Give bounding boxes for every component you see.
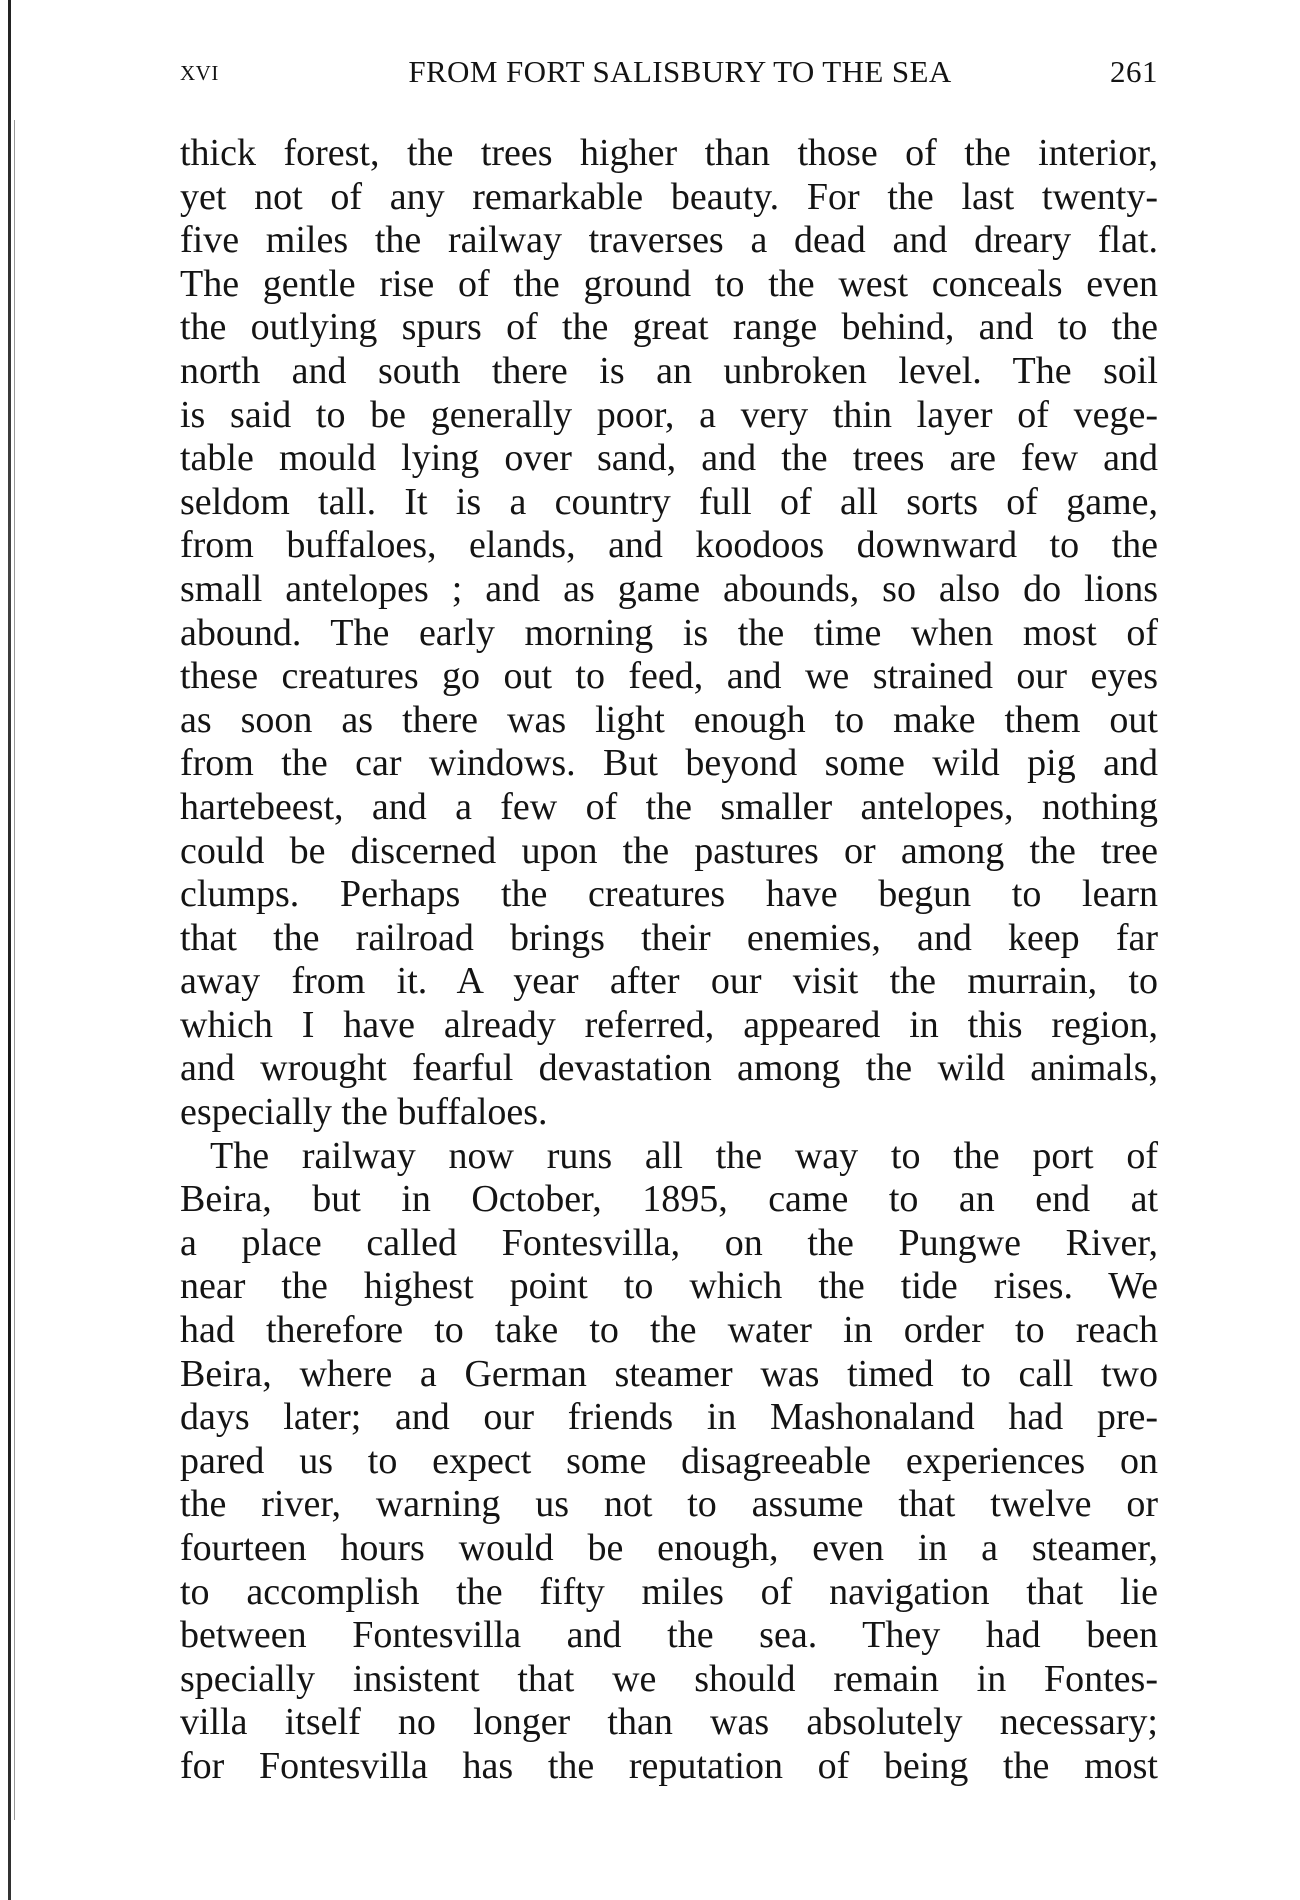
- text-line: as soon as there was light enough to make them out: [180, 698, 1158, 741]
- text-line: pared us to expect some disagreeable experiences on: [180, 1439, 1158, 1482]
- text-line: small antelopes ; and as game abounds, so also do lions: [180, 567, 1158, 610]
- text-line: villa itself no longer than was absolutely necessary;: [180, 1701, 1158, 1744]
- text-line: to accomplish the fifty miles of navigation that lie: [180, 1570, 1158, 1613]
- text-line: these creatures go out to feed, and we strained our eyes: [180, 655, 1158, 698]
- text-line: specially insistent that we should remain in Fontes-: [180, 1657, 1158, 1700]
- text-line: days later; and our friends in Mashonaland had pre-: [180, 1396, 1158, 1439]
- text-line: that the railroad brings their enemies, and keep far: [180, 916, 1158, 959]
- text-line: for Fontesvilla has the reputation of being the most: [180, 1744, 1158, 1787]
- binding-shadow: [14, 120, 15, 1820]
- text-line: which I have already referred, appeared in this region,: [180, 1003, 1158, 1046]
- running-title: FROM FORT SALISBURY TO THE SEA: [408, 54, 952, 89]
- text-line: from buffaloes, elands, and koodoos downward to the: [180, 524, 1158, 567]
- binding-edge: [8, 0, 11, 1900]
- text-line: and wrought fearful devastation among the wild animals,: [180, 1047, 1158, 1090]
- body-text: [180, 132, 1158, 1789]
- text-line: thick forest, the trees higher than those of the interior,: [180, 132, 1158, 174]
- page-number: 261: [1110, 54, 1158, 89]
- text-line: is said to be generally poor, a very thin layer of vege-: [180, 393, 1158, 436]
- text-line: especially the buffaloes.: [180, 1091, 548, 1134]
- text-line: the river, warning us not to assume that twelve or: [180, 1483, 1158, 1526]
- text-line: north and south there is an unbroken level. The soil: [180, 349, 1158, 392]
- text-line: away from it. A year after our visit the murrain, to: [180, 960, 1158, 1003]
- paragraph: [180, 1135, 1158, 1789]
- text-line: The gentle rise of the ground to the west conceals even: [180, 262, 1158, 305]
- chapter-number: xvi: [180, 54, 219, 87]
- text-line: the outlying spurs of the great range behind, and to the: [180, 306, 1158, 349]
- text-line: fourteen hours would be enough, even in a steamer,: [180, 1527, 1158, 1569]
- paragraph: [180, 132, 1158, 1135]
- text-line: table mould lying over sand, and the trees are few and: [180, 437, 1158, 480]
- text-line: could be discerned upon the pastures or among the tree: [180, 829, 1158, 872]
- text-line: Beira, where a German steamer was timed to call two: [180, 1352, 1158, 1395]
- text-line: five miles the railway traverses a dead and dreary flat.: [180, 219, 1158, 262]
- text-line: abound. The early morning is the time when most of: [180, 611, 1158, 654]
- text-line: hartebeest, and a few of the smaller antelopes, nothing: [180, 785, 1158, 828]
- text-line: a place called Fontesvilla, on the Pungwe River,: [180, 1221, 1158, 1264]
- text-line: between Fontesvilla and the sea. They had been: [180, 1614, 1158, 1657]
- text-line: Beira, but in October, 1895, came to an end at: [180, 1178, 1158, 1221]
- text-line: The railway now runs all the way to the port of: [210, 1134, 1158, 1177]
- text-line: seldom tall. It is a country full of all sorts of game,: [180, 480, 1158, 523]
- text-line: clumps. Perhaps the creatures have begun to learn: [180, 873, 1158, 916]
- running-head: [180, 54, 1158, 94]
- text-line: had therefore to take to the water in order to reach: [180, 1309, 1158, 1352]
- text-line: yet not of any remarkable beauty. For the last twenty-: [180, 175, 1158, 218]
- text-line: near the highest point to which the tide rises. We: [180, 1265, 1158, 1308]
- text-line: from the car windows. But beyond some wild pig and: [180, 742, 1158, 785]
